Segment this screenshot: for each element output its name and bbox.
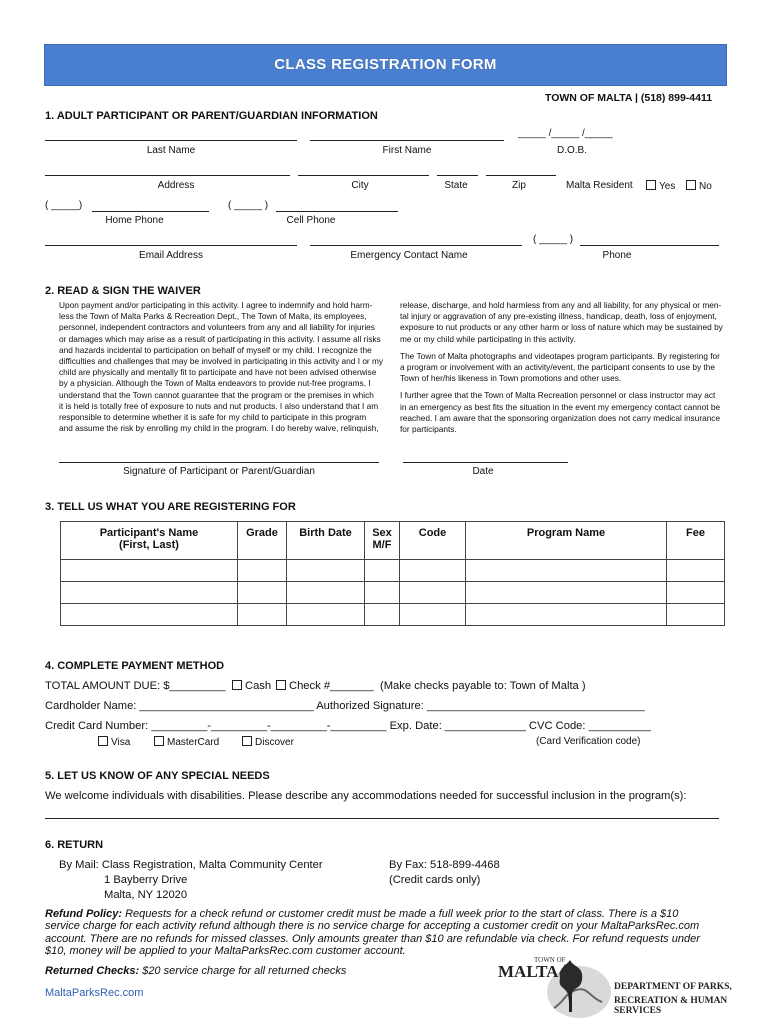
section-3-heading: 3. TELL US WHAT YOU ARE REGISTERING FOR <box>45 501 296 513</box>
resident-no-option[interactable]: No <box>686 180 712 192</box>
section-2-heading: 2. READ & SIGN THE WAIVER <box>45 285 201 297</box>
address-field[interactable] <box>45 175 290 176</box>
refund-policy: Refund Policy: Requests for a check refund or customer credit must be made a full week prior to the start of class. There is a $10 service charge for each activity refund although there is no service charge for accepting a customer credit on your MaltaParksRec.com account. There are no refunds for missed classes. Only amounts greater than $10 are refundable via check. For refund requests under $10, money will be applied to your MaltaParksRec.com customer account. <box>45 908 700 958</box>
address-label: Address <box>157 180 195 191</box>
fax-line-2: (Credit cards only) <box>389 874 481 886</box>
special-needs-text: We welcome individuals with disabilities. Please describe any accommodations needed for successful inclusion in the program(s): <box>45 790 687 802</box>
waiver-date-field[interactable] <box>403 462 568 463</box>
logo-dept-line-2: RECREATION & HUMAN SERVICES <box>614 996 728 1016</box>
returned-checks: Returned Checks: $20 service charge for all returned checks <box>45 965 347 977</box>
mail-address-line-2: 1 Bayberry Drive <box>104 874 188 886</box>
table-cell[interactable] <box>61 560 238 582</box>
table-cell[interactable] <box>400 582 466 604</box>
discover-option[interactable]: Discover <box>242 736 294 748</box>
table-cell[interactable] <box>466 582 667 604</box>
cell-phone-field[interactable] <box>276 211 398 212</box>
cvc-note: (Card Verification code) <box>536 736 641 747</box>
signature-field[interactable] <box>59 462 379 463</box>
mail-address-line-1: By Mail: Class Registration, Malta Community Center <box>59 859 323 871</box>
mastercard-option[interactable]: MasterCard <box>154 736 219 748</box>
state-label: State <box>444 180 468 191</box>
table-cell[interactable] <box>667 560 725 582</box>
table-cell[interactable] <box>400 560 466 582</box>
section-6-heading: 6. RETURN <box>45 839 104 851</box>
checkbox-icon[interactable] <box>686 180 696 190</box>
checkbox-icon[interactable] <box>232 680 242 690</box>
table-cell[interactable] <box>667 582 725 604</box>
logo-malta: MALTA <box>498 962 559 981</box>
logo-dept-line-1: DEPARTMENT OF PARKS, <box>614 982 732 992</box>
col-birth-date: Birth Date <box>287 522 365 560</box>
first-name-field[interactable] <box>310 140 504 141</box>
cell-phone-area-code: ( _____ ) <box>228 200 269 211</box>
first-name-label: First Name <box>382 145 432 156</box>
dob-field[interactable]: _____ /_____ /_____ <box>518 128 613 139</box>
total-amount-field[interactable]: TOTAL AMOUNT DUE: $_________ <box>45 680 226 692</box>
table-row <box>61 604 725 626</box>
dob-label: D.O.B. <box>556 145 587 156</box>
emergency-phone-field[interactable] <box>580 245 719 246</box>
waiver-date-label: Date <box>472 466 494 477</box>
emergency-contact-field[interactable] <box>310 245 522 246</box>
emergency-phone-label: Phone <box>602 250 632 261</box>
malta-parks-logo <box>494 950 764 1020</box>
form-title-banner: CLASS REGISTRATION FORM <box>44 44 727 86</box>
home-phone-field[interactable] <box>92 211 209 212</box>
email-field[interactable] <box>45 245 297 246</box>
table-cell[interactable] <box>667 604 725 626</box>
checkbox-icon[interactable] <box>98 736 108 746</box>
table-cell[interactable] <box>287 560 365 582</box>
table-cell[interactable] <box>287 582 365 604</box>
checkbox-icon[interactable] <box>276 680 286 690</box>
emergency-contact-label: Emergency Contact Name <box>350 250 468 261</box>
emergency-phone-area-code: ( _____ ) <box>533 234 574 245</box>
logo-town-of: TOWN OF <box>534 956 566 964</box>
col-code: Code <box>400 522 466 560</box>
section-5-heading: 5. LET US KNOW OF ANY SPECIAL NEEDS <box>45 770 270 782</box>
fax-line-1: By Fax: 518-899-4468 <box>389 859 500 871</box>
signature-label: Signature of Participant or Parent/Guardian <box>123 466 315 477</box>
table-row <box>61 560 725 582</box>
registration-table <box>60 521 725 626</box>
home-phone-area-code: ( _____) <box>45 200 83 211</box>
home-phone-label: Home Phone <box>105 215 164 226</box>
table-cell[interactable] <box>466 604 667 626</box>
col-fee: Fee <box>667 522 725 560</box>
registration-table-header <box>61 522 725 560</box>
table-cell[interactable] <box>61 582 238 604</box>
table-cell[interactable] <box>365 582 400 604</box>
special-needs-field[interactable] <box>45 818 719 819</box>
visa-option[interactable]: Visa <box>98 736 130 748</box>
mail-address-line-3: Malta, NY 12020 <box>104 889 188 901</box>
zip-label: Zip <box>512 180 526 191</box>
state-field[interactable] <box>437 175 478 176</box>
col-participant-name: Participant's Name (First, Last) <box>61 522 238 560</box>
section-4-heading: 4. COMPLETE PAYMENT METHOD <box>45 660 225 672</box>
cell-phone-label: Cell Phone <box>286 215 336 226</box>
zip-field[interactable] <box>486 175 556 176</box>
table-cell[interactable] <box>238 560 287 582</box>
table-cell[interactable] <box>238 582 287 604</box>
table-cell[interactable] <box>238 604 287 626</box>
last-name-label: Last Name <box>146 145 196 156</box>
col-sex: Sex M/F <box>365 522 400 560</box>
section-1-heading: 1. ADULT PARTICIPANT OR PARENT/GUARDIAN INFORMATION <box>45 110 378 122</box>
table-cell[interactable] <box>287 604 365 626</box>
resident-yes-option[interactable]: Yes <box>646 180 675 192</box>
card-number-row[interactable]: Credit Card Number: _________-_________-_________-_________ Exp. Date: _____________ CVC Code: __________ <box>45 720 651 732</box>
waiver-text-right: release, discharge, and hold harmless from any and all liability, for any physical or men- tal injury or aggravation of any pre-existing illness, handicap, death, loss of enjoyment, exposure to nut products or any other harm or loss of nature which may be sustained by me or my child while participating in this activity. The Town of Malta photographs and videotapes program participants. By registering for a program or involvement with an activity/event, the participant consents to use by the Town of her/his likeness in Town promotions and other uses. I further agree that the Town of Malta Recreation personnel or class instructor may act in an emergency as best fits the situation in the event my emergency contact cannot be reached. I am aware that the sponsoring organization does not carry medical insurance for participants. <box>400 300 723 435</box>
table-cell[interactable] <box>61 604 238 626</box>
last-name-field[interactable] <box>45 140 297 141</box>
website-link[interactable]: MaltaParksRec.com <box>45 987 144 999</box>
waiver-text-left: Upon payment and/or participating in this activity. I agree to indemnify and hold harm- less the Town of Malta Parks & Recreation Dept., The Town of Malta, its employees, personnel, independent contractors and volunteers from any and all liability for injuries or damages which may arise as a result of participating in this activity. I assume all risks and hazards incidental to participation on behalf of myself or my child. I recognize the difficulties and challenges that may be involved in participating in this activity and I or my child are physically and mentally fit to participate and have not been advised otherwise by a physician. Although the Town of Malta endeavors to provide nut-free programs, I understand that the Town cannot guarantee that the program or the premises in which it is held is totally free of exposure to nuts and nut products. I also understand that I am responsible to determine whether it is safe for my child to participate in this program and assume the risk by enrolling my child in the program. I do hereby waive, relinquish, <box>59 300 384 434</box>
col-grade: Grade <box>238 522 287 560</box>
payable-note: (Make checks payable to: Town of Malta ) <box>380 680 586 692</box>
checkbox-icon[interactable] <box>242 736 252 746</box>
table-cell[interactable] <box>466 560 667 582</box>
check-option[interactable]: Check #_______ <box>276 680 374 692</box>
table-cell[interactable] <box>365 560 400 582</box>
malta-resident-label: Malta Resident <box>566 180 633 191</box>
table-cell[interactable] <box>365 604 400 626</box>
checkbox-icon[interactable] <box>646 180 656 190</box>
col-program-name: Program Name <box>466 522 667 560</box>
cash-option[interactable]: Cash <box>232 680 271 692</box>
email-label: Email Address <box>139 250 203 261</box>
cardholder-row[interactable]: Cardholder Name: ____________________________ Authorized Signature: ___________________________________ <box>45 700 645 712</box>
town-contact: TOWN OF MALTA | (518) 899-4411 <box>545 92 713 104</box>
city-label: City <box>351 180 369 191</box>
checkbox-icon[interactable] <box>154 736 164 746</box>
table-cell[interactable] <box>400 604 466 626</box>
table-row <box>61 582 725 604</box>
city-field[interactable] <box>298 175 429 176</box>
